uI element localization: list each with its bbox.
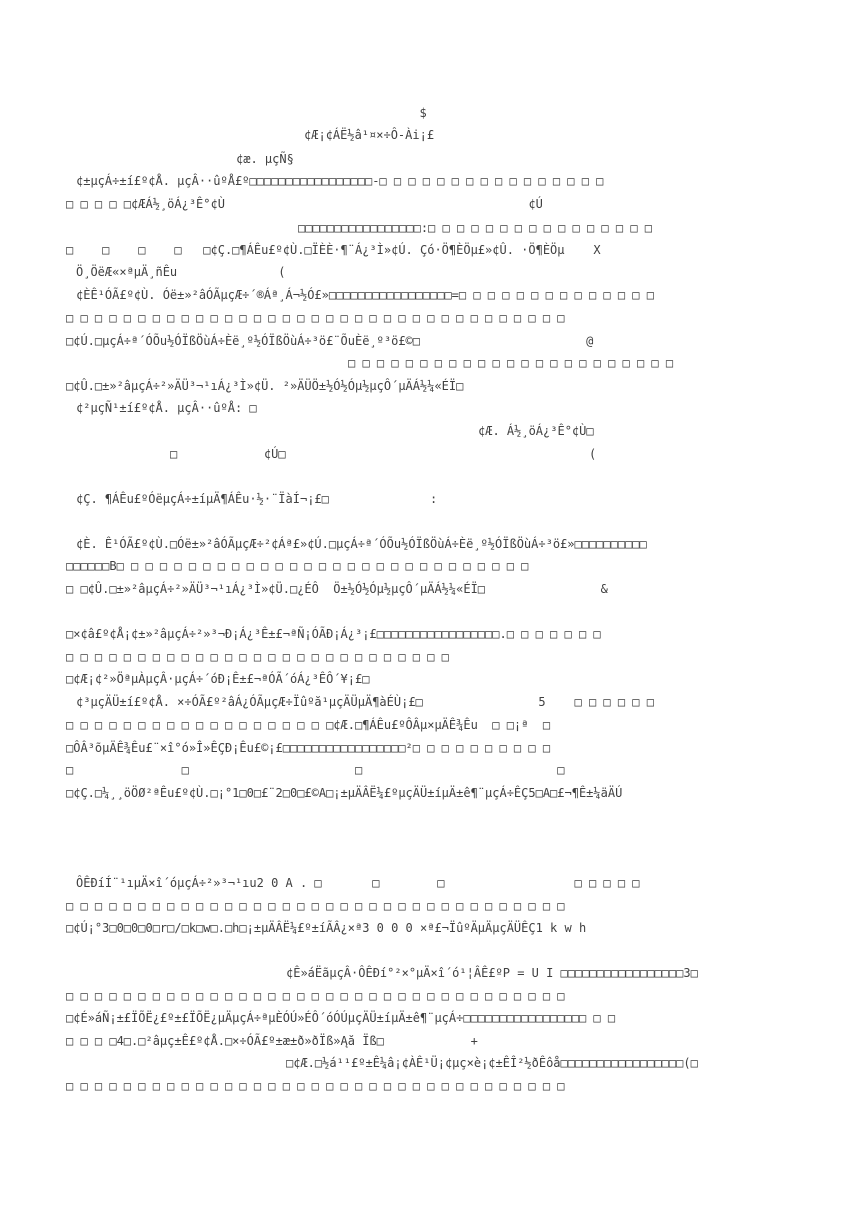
text-line: □□□□□□B□ □ □ □ □ □ □ □ □ □ □ □ □ □ □ □ □ □ □ □ □ □ □ □ □ □ □ □ □ <box>66 559 529 573</box>
text-line: ¢Ç. ¶ÁÊu£ºÓëµçÁ÷±íµÄ¶ÁÊu·½·¨ÏàÍ¬¡£□ : <box>76 492 438 506</box>
text-line: □□□□□□□□□□□□□□□□□:□ □ □ □ □ □ □ □ □ □ □ □ □ □ □ □ <box>298 221 653 235</box>
text-line: □ □ □ □ □¢Ç.□¶ÁÊu£º¢Ù.□ÏÈÈ·¶¨Á¿³Ì»¢Ú. Çó·Ö¶ÈÖµ£»¢Û. ·Ö¶ÈÖµ X <box>66 243 601 257</box>
text-line: □ □¢Û.□±»²âµçÁ÷²»ÄÜ³¬¹ıÁ¿³Ì»¢Ü.□¿ÉÔ Ö±½Ó½Óµ½µçÔ´µÄÁ½¼«ÉÏ□ & <box>66 582 608 596</box>
text-line: □ □ □ □ □ □ □ □ □ □ □ □ □ □ □ □ □ □ □ □ □ □ □ □ □ □ □ □ □ □ □ □ □ □ □ <box>66 311 565 325</box>
text-line: ¢Ê»áËãµçÂ·ÔÊÐí°²×°µÄ×î´ó¹¦ÂÊ£ºP = U I □□□□□□□□□□□□□□□□□3□ <box>286 966 698 980</box>
text-line: □¢É»áÑ¡±£ÏÕË¿£º±£ÏÕË¿µÄµçÁ÷ªµÈÓÚ»ÉÔ´óÓÚµçÄÜ±íµÄ±ê¶¨µçÁ÷□□□□□□□□□□□□□□□□□ □ □ <box>66 1011 616 1025</box>
text-line: □ □ □ □ □ □ □ □ □ □ □ □ □ □ □ □ □ □ □ □ □ □ □ □ □ □ □ □ □ □ □ □ □ □ □ <box>66 989 565 1003</box>
text-line: □×¢â£º¢Å¡¢±»²âµçÁ÷²»³¬Ð¡Á¿³Ê±£¬ªÑ¡ÓÃÐ¡Á¿³¡£□□□□□□□□□□□□□□□□□.□ □ □ □ □ □ □ <box>66 627 601 641</box>
text-line: $ <box>340 106 427 120</box>
text-line: ¢ÈÊ¹ÓÃ£º¢Ù. Óë±»²âÓÃµçÆ÷´®Áª¸Á¬½Ó£»□□□□□□□□□□□□□□□□□=□ □ □ □ □ □ □ □ □ □ □ □ □ □ <box>76 288 654 302</box>
text-line: □¢Æ.□½á¹¹£º±Ê¼â¡¢ÀÊ¹Ü¡¢µç×è¡¢±ÊÎ²½ðÊôå□□□□□□□□□□□□□□□□□(□ <box>286 1056 698 1070</box>
text-line: ¢²µçÑ¹±í£º¢Å. µçÂ··ûºÅ: □ <box>76 401 257 415</box>
text-line: □ □ □ □ □ □ □ □ □ □ □ □ □ □ □ □ □ □ □ □ □ □ □ <box>348 356 674 370</box>
text-line: □ ¢Ú□ ( <box>170 447 597 461</box>
text-line: Ö¸ÖëÆ«×ªµÄ¸ñÊu ( <box>76 265 286 279</box>
text-line: □ □ □ □4□.□²âµç±Ê£º¢Å.□×÷ÓÃ£º±æ±ð»ðÏß»Ąă Ïß□ + <box>66 1034 478 1048</box>
text-line: □¢Ú¡°3□0□0□0□r□/□k□w□.□h□¡±µÄÂË¼£º±íÃÂ¿×ª3 0 0 0 ×ª£¬ÏûºÄµÄµçÄÜÊÇ1 k w h <box>66 921 587 935</box>
text-line: □¢Ú.□µçÁ÷ª´ÓÕu½ÓÏßÖùÁ÷Èë¸º½ÓÏßÖùÁ÷³ö£¨ÕuÈë¸º³ö£©□ @ <box>66 334 594 348</box>
text-line: ¢±µçÁ÷±í£º¢Å. µçÂ··ûºÅ£º□□□□□□□□□□□□□□□□□-□ □ □ □ □ □ □ □ □ □ □ □ □ □ □ □ <box>76 174 604 188</box>
text-line: □ □ □ □ □ □ □ □ □ □ □ □ □ □ □ □ □ □ □¢Æ.□¶ÁÊu£ºÔÂµ×µÄÊ¾Êu □ □¡ª □ <box>66 718 551 732</box>
text-line: ¢Æ¡¢ÁË½â¹¤×÷Ô-Ài¡£ <box>304 128 435 142</box>
text-line: □ □ □ □ <box>66 763 565 777</box>
text-line: □ □ □ □ □ □ □ □ □ □ □ □ □ □ □ □ □ □ □ □ □ □ □ □ □ □ □ <box>66 650 449 664</box>
text-line: □¢Ç.□¼¸¸öÖØ²ªÊu£º¢Ù.□¡°1□0□£¨2□0□£©A□¡±µÄÂË¼£ºµçÄÜ±íµÄ±ê¶¨µçÁ÷ÊÇ5□A□£¬¶Ê±¼äÄÚ <box>66 786 623 800</box>
text-line: ¢È. Ê¹ÓÃ£º¢Ù.□Óë±»²âÓÃµçÆ÷²¢Áª£»¢Ú.□µçÁ÷ª´ÓÕu½ÓÏßÖùÁ÷Èë¸º½ÓÏßÖùÁ÷³ö£»□□□□□□□□□□ <box>76 537 647 551</box>
text-line: ¢æ. µçÑ§ <box>236 152 294 166</box>
text-line: □ÔÂ³õµÄÊ¾Êu£¨×î°ó»Î»ÊÇÐ¡Êu£©¡£□□□□□□□□□□□□□□□□□²□ □ □ □ □ □ □ □ □ □ <box>66 741 551 755</box>
text-line: □¢Æ¡¢²»ÖªµÀµçÂ·µçÁ÷´óÐ¡Ê±£¬ªÓÃ´óÁ¿³ÊÔ´¥¡£□ <box>66 672 370 686</box>
text-line: ¢³µçÄÜ±í£º¢Å. ×÷ÓÃ£º²âÁ¿ÓÃµçÆ÷Ïûºă¹µçÄÜµÄ¶àÉÙ¡£□ 5 □ □ □ □ □ □ <box>76 695 654 709</box>
text-line: ÔÊÐíÍ¨¹ıµÄ×î´óµçÁ÷²»³¬¹ıu2 0 A . □ □ □ □ □ □ □ □ <box>76 876 640 890</box>
text-line: □ □ □ □ □¢ÆÁ½¸öÁ¿³Ê°¢Ù ¢Ú <box>66 197 543 211</box>
text-line: □¢Û.□±»²âµçÁ÷²»ÄÜ³¬¹ıÁ¿³Ì»¢Ü. ²»ÄÜÖ±½Ó½Óµ½µçÔ´µÄÁ½¼«ÉÏ□ <box>66 379 464 393</box>
text-line: ¢Æ. Á½¸öÁ¿³Ê°¢Ù□ <box>478 424 594 438</box>
text-line: □ □ □ □ □ □ □ □ □ □ □ □ □ □ □ □ □ □ □ □ □ □ □ □ □ □ □ □ □ □ □ □ □ □ □ <box>66 1079 565 1093</box>
text-line: □ □ □ □ □ □ □ □ □ □ □ □ □ □ □ □ □ □ □ □ □ □ □ □ □ □ □ □ □ □ □ □ □ □ □ <box>66 899 565 913</box>
